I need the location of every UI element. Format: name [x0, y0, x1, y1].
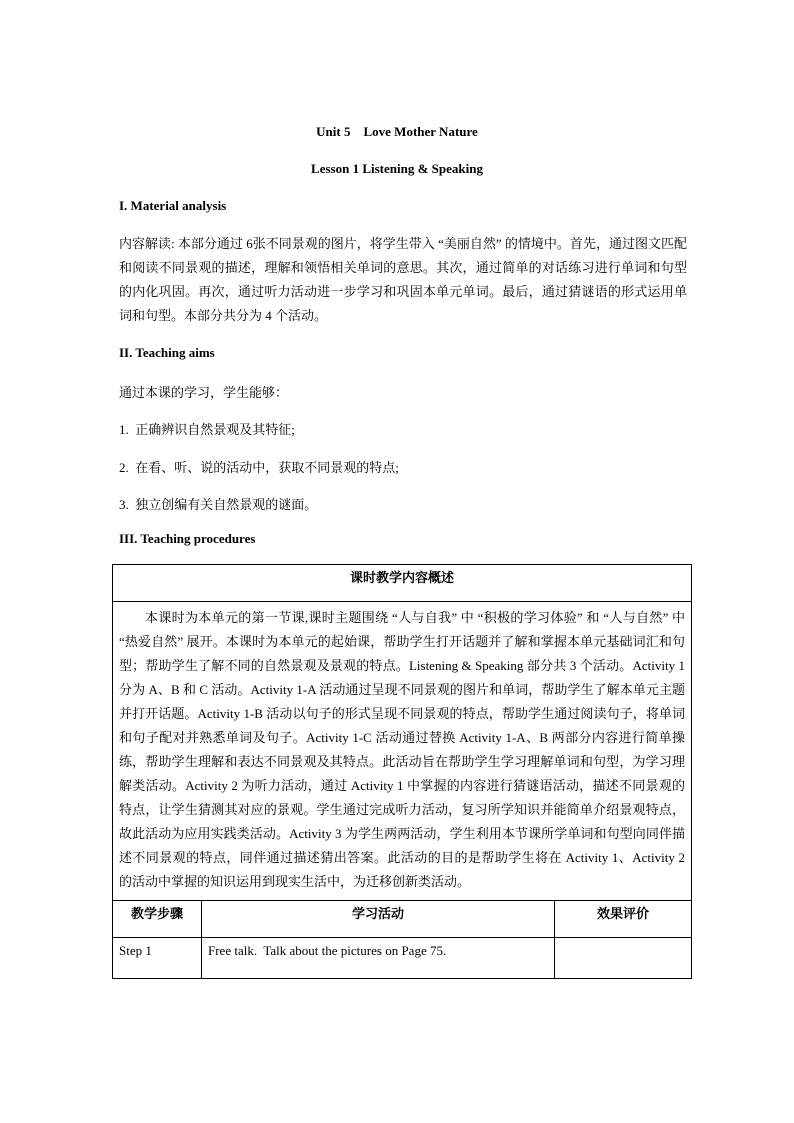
section-heading-teaching-procedures: III. Teaching procedures — [119, 531, 256, 546]
column-header-evaluation: 效果评价 — [555, 901, 692, 938]
table-header-row — [113, 901, 692, 938]
teaching-aims-intro: 通过本课的学习，学生能够： — [119, 385, 289, 400]
step-cell: Step 1 — [113, 938, 202, 979]
section-heading-teaching-aims: II. Teaching aims — [119, 345, 215, 360]
unit-title: Unit 5 Love Mother Nature — [316, 124, 478, 139]
teaching-procedures-table — [112, 564, 692, 979]
overview-body-cell: 本课时为本单元的第一节课,课时主题围绕 “人与自我” 中 “积极的学习体验” 和 “人与自然” 中 “热爱自然” 展开。本课时为本单元的起始课，帮助学生打开话题并了解和掌握本单元基础词汇和句型；帮助学生了解不同的自然景观及景观的特点。Listening & Speaking 部分共 3 个活动。Activity 1 分为 A、B 和 C 活动。Activity 1-A 活动通过呈现不同景观的图片和单词，帮助学生了解本单元主题并打开话题。Activity 1-B 活动以句子的形式呈现不同景观的特点，帮助学生通过阅读句子，将单词和句子配对并熟悉单词及句子。Activity 1-C 活动通过替换 Activity 1-A、B 两部分内容进行简单操练，帮助学生理解和表达不同景观及其特点。此活动旨在帮助学生学习理解单词和句型，为学习理解类活动。Activity 2 为听力活动，通过 Activity 1 中掌握的内容进行猜谜语活动，描述不同景观的特点，让学生猜测其对应的景观。学生通过完成听力活动，复习所学知识并能简单介绍景观特点，故此活动为应用实践类活动。Activity 3 为学生两两活动，学生利用本节课所学单词和句型向同伴描述不同景观的特点，同伴通过描述猜出答案。此活动的目的是帮助学生将在 Activity 1、Activity 2 的活动中掌握的知识运用到现实生活中，为迁移创新类活动。 — [113, 602, 692, 901]
teaching-aim-item: 1. 正确辨识自然景观及其特征; — [119, 422, 295, 437]
table-row — [113, 565, 692, 602]
teaching-aim-item: 2. 在看、听、说的活动中，获取不同景观的特点; — [119, 460, 399, 475]
overview-title-cell: 课时教学内容概述 — [113, 565, 692, 602]
section-heading-material-analysis: I. Material analysis — [119, 198, 227, 213]
evaluation-cell — [555, 938, 692, 979]
table-row — [113, 602, 692, 901]
activity-cell: Free talk. Talk about the pictures on Page 75. — [202, 938, 555, 979]
lesson-title: Lesson 1 Listening & Speaking — [311, 161, 483, 176]
table-row — [113, 938, 692, 979]
teaching-aim-item: 3. 独立创编有关自然景观的谜面。 — [119, 497, 318, 512]
material-analysis-paragraph: 内容解读: 本部分通过 6张不同景观的图片，将学生带入 “美丽自然” 的情境中。首先，通过图文匹配和阅读不同景观的描述，理解和领悟相关单词的意思。其次，通过简单的对话练习进行单词和句型的内化巩固。再次，通过听力活动进一步学习和巩固本单元单词。最后，通过猜谜语的形式运用单词和句型。本部分共分为 4 个活动。 — [119, 236, 687, 323]
column-header-activity: 学习活动 — [202, 901, 555, 938]
column-header-step: 教学步骤 — [113, 901, 202, 938]
